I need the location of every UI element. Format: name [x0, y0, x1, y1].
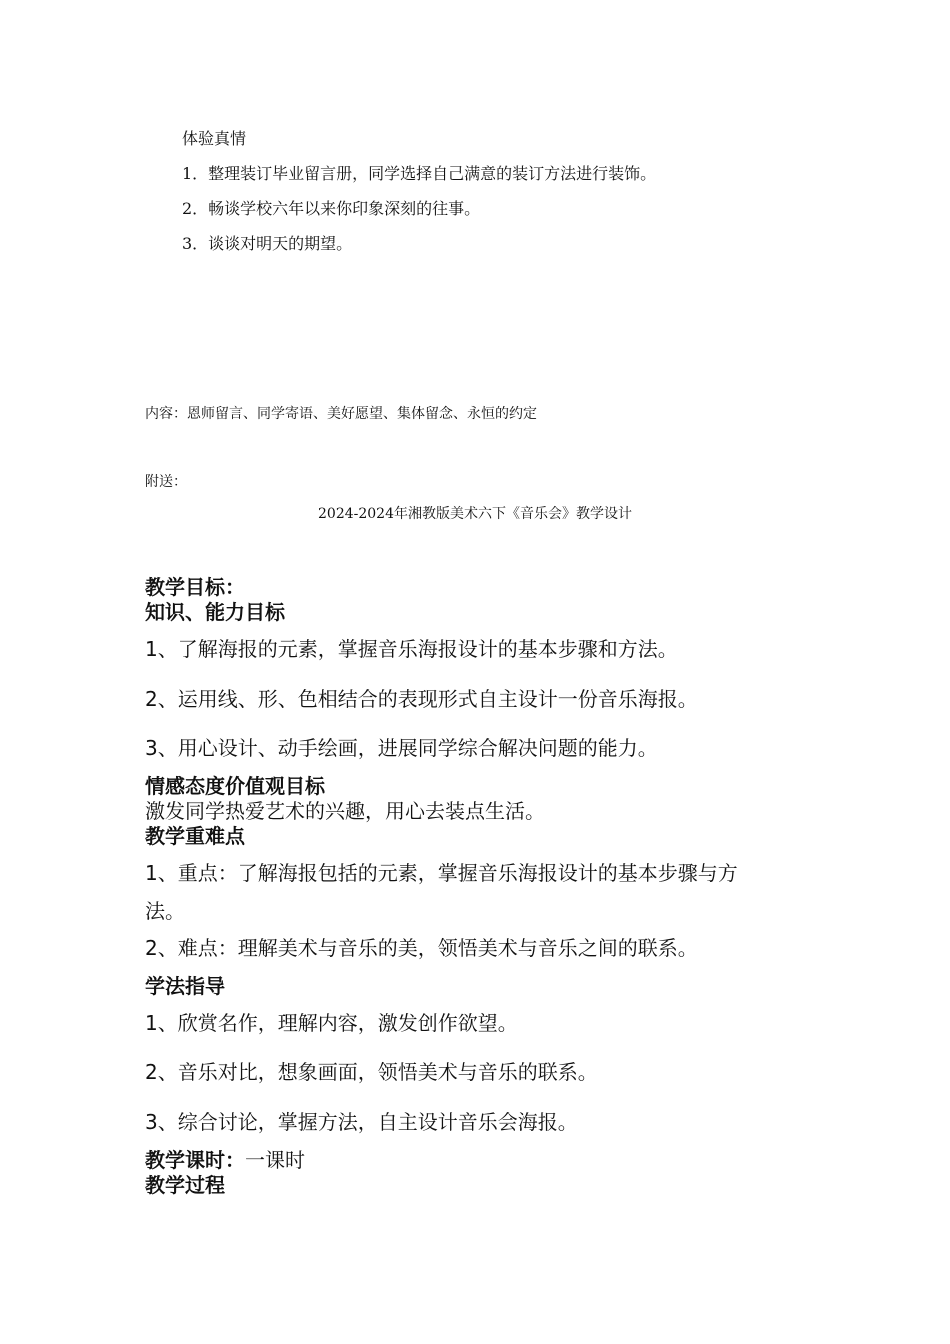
list-item: 1．整理装订毕业留言册，同学选择自己满意的装订方法进行装饰。 [182, 164, 657, 183]
class-hours-value: 一课时 [245, 1148, 305, 1172]
document-title: 2024-2024年湘教版美术六下《音乐会》教学设计 [318, 506, 632, 522]
class-hours-label: 教学课时： [145, 1148, 245, 1172]
list-item: 3、综合讨论，掌握方法，自主设计音乐会海报。 [145, 1110, 578, 1134]
content-line: 内容：恩师留言、同学寄语、美好愿望、集体留念、永恒的约定 [145, 406, 537, 422]
process-heading: 教学过程 [145, 1173, 225, 1197]
list-item: 2、运用线、形、色相结合的表现形式自主设计一份音乐海报。 [145, 687, 698, 711]
goals-heading: 教学目标： [145, 575, 245, 599]
section-heading-experience: 体验真情 [182, 129, 247, 148]
list-item: 2、音乐对比，想象画面，领悟美术与音乐的联系。 [145, 1060, 598, 1084]
class-hours [145, 1148, 305, 1172]
emotion-heading: 情感态度价值观目标 [145, 774, 325, 798]
attached-label: 附送： [145, 474, 187, 490]
emotion-text: 激发同学热爱艺术的兴趣，用心去装点生活。 [145, 799, 545, 823]
study-guide-heading: 学法指导 [145, 974, 225, 998]
key-points-heading: 教学重难点 [145, 824, 245, 848]
list-item: 2．畅谈学校六年以来你印象深刻的往事。 [182, 199, 481, 218]
knowledge-heading: 知识、能力目标 [145, 600, 285, 624]
list-item: 3、用心设计、动手绘画，进展同学综合解决问题的能力。 [145, 736, 658, 760]
list-item: 3．谈谈对明天的期望。 [182, 234, 353, 253]
list-item: 1、欣赏名作，理解内容，激发创作欲望。 [145, 1011, 518, 1035]
key-point-line: 法。 [145, 899, 185, 923]
key-point-line: 2、难点：理解美术与音乐的美，领悟美术与音乐之间的联系。 [145, 936, 698, 960]
list-item: 1、了解海报的元素，掌握音乐海报设计的基本步骤和方法。 [145, 637, 678, 661]
key-point-line: 1、重点：了解海报包括的元素，掌握音乐海报设计的基本步骤与方 [145, 861, 738, 885]
